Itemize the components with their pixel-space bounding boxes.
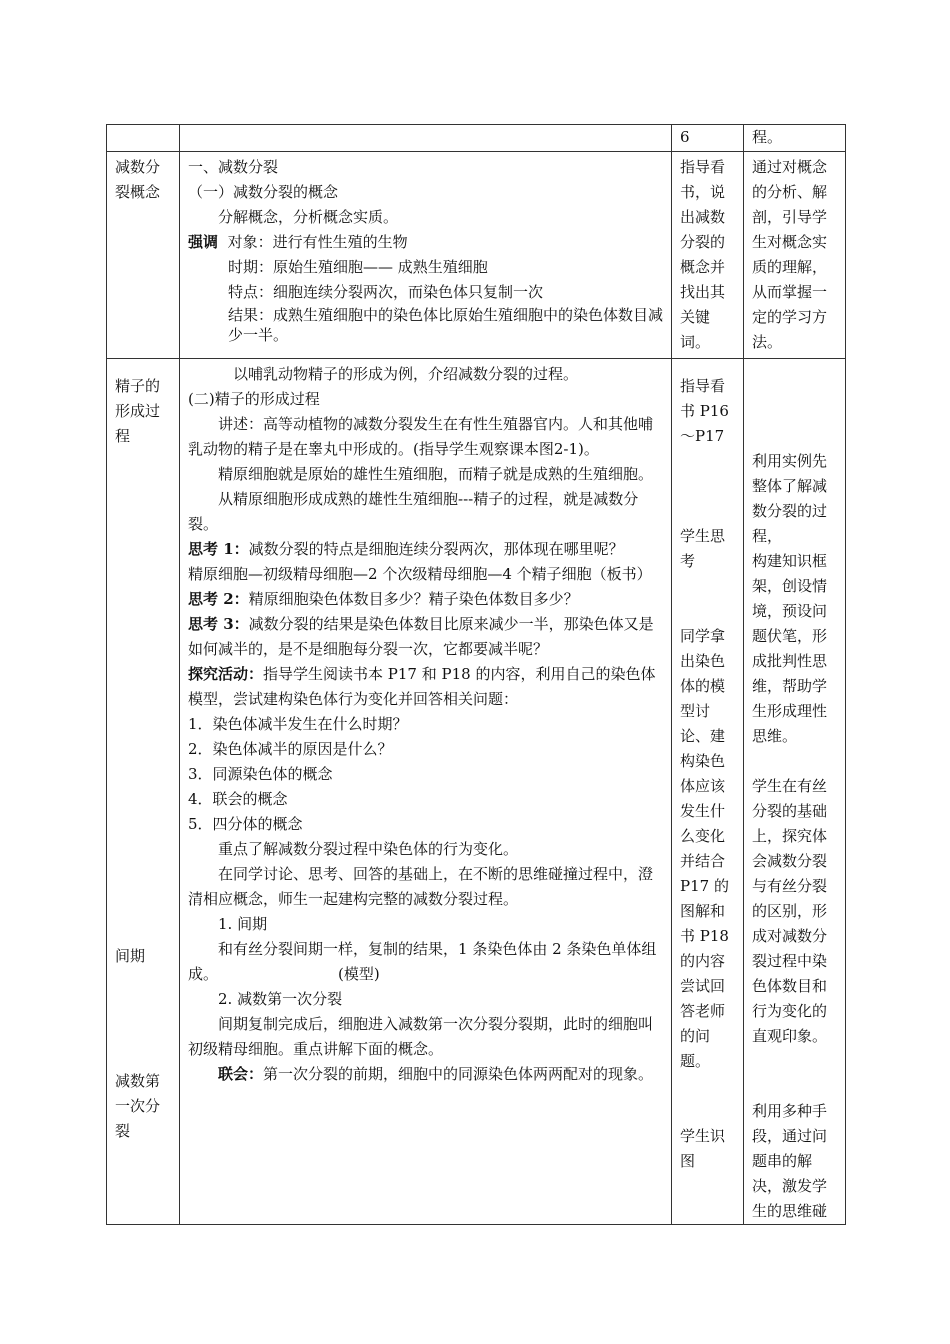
activity-text: 指导学生阅读书本 P17 和 P18 的内容，利用自己的染色体模型，尝试建构染色体行为变化并回答相关问题：: [188, 665, 656, 708]
question-text: 减数分裂的特点是细胞连续分裂两次，那体现在哪里呢？: [248, 540, 624, 558]
intent-note: 构建知识框架，创设情境，预设问题伏笔，形成批判性思维，帮助学生形成理性思维。: [752, 552, 828, 745]
paragraph: 间期复制完成后，细胞进入减数第一次分裂分裂期，此时的细胞叫初级精母细胞。重点讲解下面的概念。: [188, 1015, 654, 1058]
cell-empty: [180, 125, 672, 152]
activity-label: 探究活动：: [188, 665, 264, 683]
paragraph: 以哺乳动物精子的形成为例，介绍减数分裂的过程。: [233, 365, 579, 383]
emphasis-item: 特点：细胞连续分裂两次，而染色体只复制一次: [228, 283, 544, 301]
step-heading: 2. 减数第一次分裂: [218, 990, 343, 1008]
emphasis-item: 对象：进行有性生殖的生物: [227, 233, 408, 251]
intent-note: 利用多种手段，通过问题串的解决，激发学生的思维碰: [752, 1102, 828, 1220]
emphasis-item: 结果：成熟生殖细胞中的染色体比原始生殖细胞中的染色体数目减少一半。: [228, 306, 664, 344]
activity-note: 学生思考: [680, 527, 726, 570]
paragraph: 重点了解减数分裂过程中染色体的行为变化。: [218, 840, 519, 858]
list-item: 1．染色体减半发生在什么时期？: [188, 715, 408, 733]
question-text: 减数分裂的结果是染色体数目比原来减少一半，那染色体又是如何减半的，是不是细胞每分裂一次，它都要减半呢？: [188, 615, 654, 658]
emphasis-label: 强调: [188, 233, 219, 251]
section-label: [107, 359, 180, 1225]
paragraph: 精原细胞就是原始的雄性生殖细胞，而精子就是成熟的生殖细胞。: [218, 465, 654, 483]
question-label: 思考 3：: [188, 615, 249, 633]
definition-label: 联会：: [218, 1065, 264, 1083]
subheading: （一）减数分裂的概念: [188, 183, 339, 201]
activity-note: 同学拿出染色体的模型讨论、建构染色体应该发生什么变化并结合 P17 的图解和书 P18 的内容尝试回答老师的问题。: [680, 627, 729, 1070]
cell-activity: [672, 359, 744, 1225]
list-item: 3．同源染色体的概念: [188, 765, 333, 783]
paragraph-text: 和有丝分裂间期一样，复制的结果，1 条染色体由 2 条染色单体组成。: [188, 940, 657, 983]
intent-note: 学生在有丝分裂的基础上，探究体会减数分裂与有丝分裂的区别，形成对减数分裂过程中染色体数目和行为变化的直观印象。: [752, 777, 828, 1045]
list-item: 5．四分体的概念: [188, 815, 303, 833]
label-sperm-formation: 精子的形成过程: [115, 377, 161, 445]
cell-empty: [107, 125, 180, 152]
label-meiosis-one: 减数第一次分裂: [115, 1072, 161, 1140]
paragraph: 分解概念，分析概念实质。: [218, 208, 399, 226]
flow-line: 精原细胞—初级精母细胞—2 个次级精母细胞—4 个精子细胞（板书）: [188, 565, 652, 583]
cell-activity: 6: [672, 125, 744, 152]
content-cell: [180, 359, 672, 1225]
definition-text: 第一次分裂的前期，细胞中的同源染色体两两配对的现象。: [263, 1065, 654, 1083]
section-label: 减数分裂概念: [107, 152, 180, 359]
cell-intent: [744, 359, 846, 1225]
list-item: 2．染色体减半的原因是什么？: [188, 740, 393, 758]
activity-note: 指导看书 P16～P17: [680, 377, 729, 445]
table-row: [107, 359, 846, 1225]
definition: [188, 1062, 665, 1087]
question: [188, 612, 665, 662]
question-label: 思考 1：: [188, 540, 249, 558]
table-row: [107, 152, 846, 359]
emphasis-item: 时期：原始生殖细胞—— 成熟生殖细胞: [228, 258, 488, 276]
emphasis-line: [188, 230, 665, 255]
table-row: [107, 125, 846, 152]
content-cell: [180, 152, 672, 359]
paragraph: 从精原细胞形成成熟的雄性生殖细胞---精子的过程，就是减数分裂。: [188, 490, 639, 533]
paragraph: 在同学讨论、思考、回答的基础上，在不断的思维碰撞过程中，澄清相应概念，师生一起建构完整的减数分裂过程。: [188, 865, 654, 908]
cell-intent: 程。: [744, 125, 846, 152]
activity-note: 学生识图: [680, 1127, 726, 1170]
question-label: 思考 2：: [188, 590, 249, 608]
cell-intent: 通过对概念的分析、解剖，引导学生对概念实质的理解，从而掌握一定的学习方法。: [744, 152, 846, 359]
subheading: (二)精子的形成过程: [188, 390, 320, 408]
list-item: 4．联会的概念: [188, 790, 288, 808]
paragraph: [188, 937, 665, 987]
label-interphase: 间期: [115, 947, 146, 965]
question: [188, 587, 665, 612]
model-note: (模型): [338, 965, 380, 983]
heading: 一、减数分裂: [188, 158, 279, 176]
intent-note: 利用实例先整体了解减数分裂的过程，: [752, 452, 828, 545]
lesson-plan-table: [106, 124, 846, 1225]
activity: [188, 662, 665, 712]
step-heading: 1. 间期: [218, 915, 268, 933]
cell-activity: 指导看书，说出减数分裂的概念并找出其关键词。: [672, 152, 744, 359]
question-text: 精原细胞染色体数目多少？精子染色体数目多少？: [248, 590, 579, 608]
paragraph: 讲述：高等动植物的减数分裂发生在有性生殖器官内。人和其他哺乳动物的精子是在睾丸中形成的。(指导学生观察课本图2-1)。: [188, 415, 654, 458]
question: [188, 537, 665, 562]
